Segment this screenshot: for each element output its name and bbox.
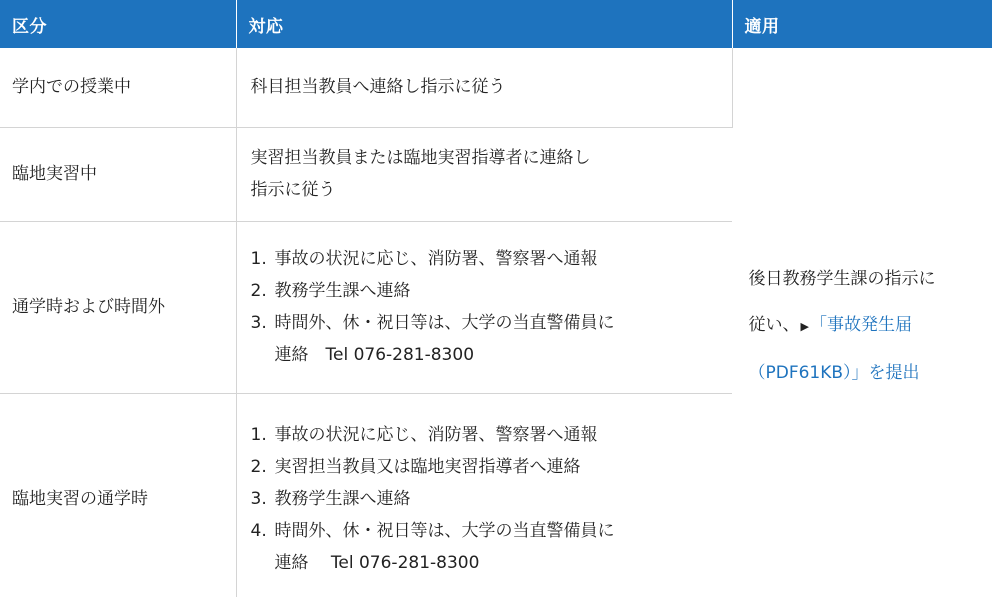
list-item: 3. 教務学生課へ連絡 (250, 489, 411, 509)
list-item-continuation: 連絡 Tel 076-281-8300 (274, 553, 480, 573)
action-line: 実習担当教員または臨地実習指導者に連絡し (250, 148, 591, 168)
list-item: 3. 時間外、休・祝日等は、大学の当直警備員に (250, 313, 615, 333)
accident-report-link-size[interactable]: （PDF61KB）」を提出 (748, 363, 920, 384)
table-header-row (0, 0, 992, 48)
header-action: 対応 (236, 0, 732, 48)
action-list (251, 419, 721, 579)
category-cell: 臨地実習中 (0, 127, 236, 221)
header-apply: 適用 (732, 0, 992, 48)
apply-line-1: 後日教務学生課の指示に (748, 269, 936, 290)
action-line: 指示に従う (250, 180, 336, 200)
list-item: 1. 事故の状況に応じ、消防署、警察署へ通報 (250, 425, 598, 445)
accident-report-link[interactable]: 「事故発生届 (809, 315, 912, 336)
action-cell (236, 221, 732, 393)
apply-line-3 (749, 350, 985, 396)
list-item-continuation: 連絡 Tel 076-281-8300 (274, 345, 475, 365)
action-cell (236, 393, 732, 597)
list-item: 4. 時間外、休・祝日等は、大学の当直警備員に (250, 521, 615, 541)
action-cell (236, 127, 732, 221)
action-cell: 科目担当教員へ連絡し指示に従う (236, 48, 732, 127)
apply-line-2: 従い、▶「事故発生届 (748, 315, 912, 336)
list-item: 2. 実習担当教員又は臨地実習指導者へ連絡 (250, 457, 581, 477)
action-list (251, 243, 721, 371)
table-row (0, 48, 992, 127)
header-category: 区分 (0, 0, 236, 48)
triangle-right-icon: ▶ (800, 320, 809, 334)
category-cell: 通学時および時間外 (0, 221, 236, 393)
category-cell: 臨地実習の通学時 (0, 393, 236, 597)
apply-cell (732, 48, 992, 597)
list-item: 1. 事故の状況に応じ、消防署、警察署へ通報 (250, 249, 598, 269)
category-cell: 学内での授業中 (0, 48, 236, 127)
list-item: 2. 教務学生課へ連絡 (250, 281, 411, 301)
